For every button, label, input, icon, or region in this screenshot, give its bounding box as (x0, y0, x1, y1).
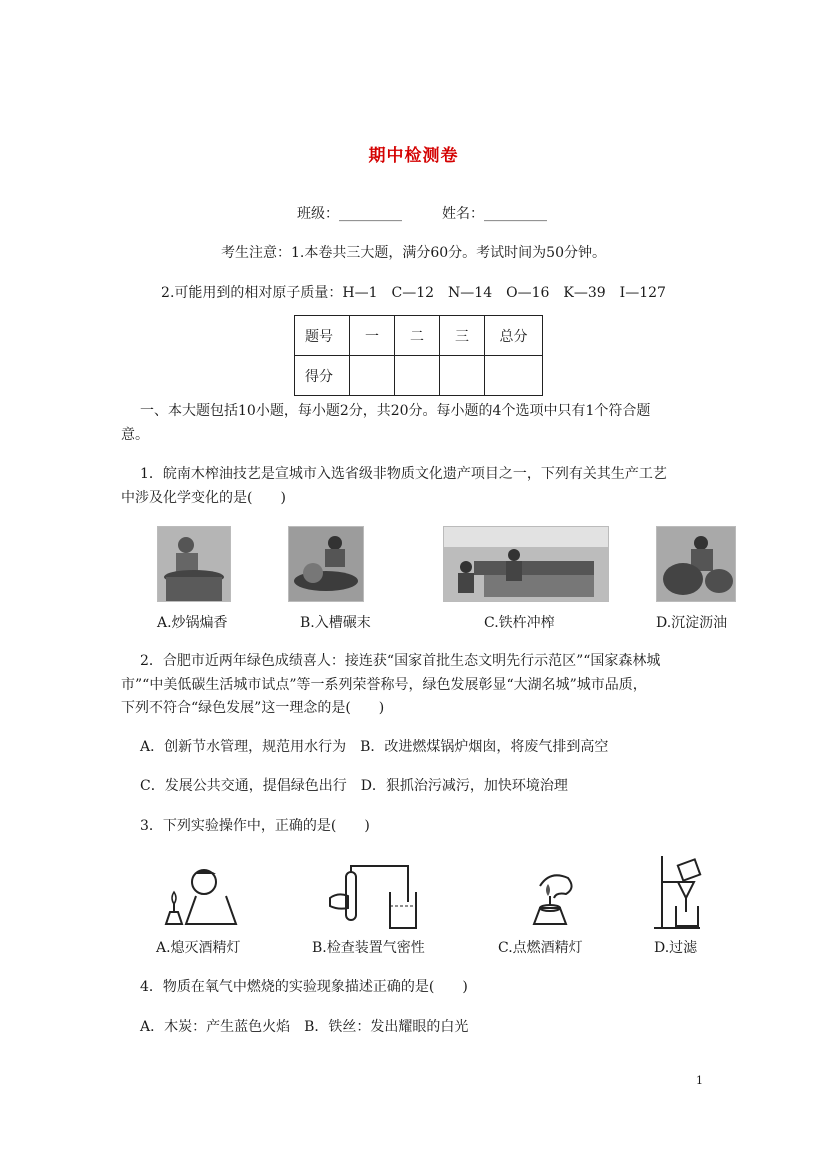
q2-options-ab: A．创新节水管理，规范用水行为 B．改进燃煤锅炉烟囱，将废气排到高空 (140, 739, 609, 755)
score-table-row (295, 356, 543, 396)
score-cell (440, 356, 485, 396)
q3-option-d-caption: D.过滤 (654, 940, 698, 956)
q1-stem-line-2: 中涉及化学变化的是( ) (121, 490, 286, 506)
score-cell: 一 (350, 316, 395, 356)
notice-line-1: 考生注意：1.本卷共三大题，满分60分。考试时间为50分钟。 (221, 245, 606, 261)
q1-option-c-caption: C.铁杵冲榨 (484, 615, 555, 631)
score-cell (350, 356, 395, 396)
name-field (442, 203, 547, 223)
class-blank: _________ (339, 206, 402, 222)
image-light-lamp (520, 864, 580, 934)
score-cell (395, 356, 440, 396)
q4-options-ab: A．木炭：产生蓝色火焰 B．铁丝：发出耀眼的白光 (140, 1019, 469, 1035)
class-label: 班级： (297, 206, 339, 222)
q1-stem-line-1: 1．皖南木榨油技艺是宣城市入选省级非物质文化遗产项目之一，下列有关其生产工艺 (140, 466, 667, 482)
name-label: 姓名： (442, 206, 484, 222)
score-cell: 得分 (295, 356, 350, 396)
page-title: 期中检测卷 (368, 146, 459, 166)
q4-stem: 4．物质在氧气中燃烧的实验现象描述正确的是( ) (140, 979, 468, 995)
score-cell: 三 (440, 316, 485, 356)
image-airtightness-check (328, 862, 420, 934)
section1-line-2: 意。 (121, 427, 149, 443)
q2-stem-line-3: 下列不符合“绿色发展”这一理念的是( ) (121, 700, 385, 716)
notice-line-2: 2.可能用到的相对原子质量：H—1 C—12 N—14 O—16 K—39 I—127 (161, 285, 666, 301)
q1-option-b-caption: B.入槽碾末 (300, 615, 371, 631)
image-stir-fry-wok (157, 526, 231, 602)
image-extinguish-lamp (156, 864, 246, 934)
score-table-row (295, 316, 543, 356)
score-cell (485, 356, 543, 396)
q1-option-a-caption: A.炒锅煸香 (157, 615, 228, 631)
score-cell: 二 (395, 316, 440, 356)
name-blank: _________ (484, 206, 547, 222)
image-settling-oil (656, 526, 736, 602)
class-field (297, 203, 402, 223)
q3-option-b-caption: B.检查装置气密性 (312, 940, 425, 956)
q2-stem-line-1: 2．合肥市近两年绿色成绩喜人：接连获“国家首批生态文明先行示范区”“国家森林城 (140, 653, 661, 669)
score-table (294, 315, 543, 396)
score-cell: 题号 (295, 316, 350, 356)
q1-option-d-caption: D.沉淀沥油 (656, 615, 728, 631)
page-number: 1 (696, 1074, 703, 1087)
image-iron-pestle-press (443, 526, 609, 602)
image-grinding-trough (288, 526, 364, 602)
q2-stem-line-2: 市”“中美低碳生活城市试点”等一系列荣誉称号，绿色发展彰显“大湖名城”城市品质， (121, 677, 647, 693)
score-cell: 总分 (485, 316, 543, 356)
q3-option-c-caption: C.点燃酒精灯 (498, 940, 583, 956)
q3-option-a-caption: A.熄灭酒精灯 (156, 940, 241, 956)
q3-stem: 3．下列实验操作中，正确的是( ) (140, 818, 370, 834)
image-filtration (650, 852, 706, 934)
q2-options-cd: C．发展公共交通，提倡绿色出行 D．狠抓治污减污，加快环境治理 (140, 778, 568, 794)
section1-line-1: 一、本大题包括10小题，每小题2分，共20分。每小题的4个选项中只有1个符合题 (140, 403, 651, 419)
